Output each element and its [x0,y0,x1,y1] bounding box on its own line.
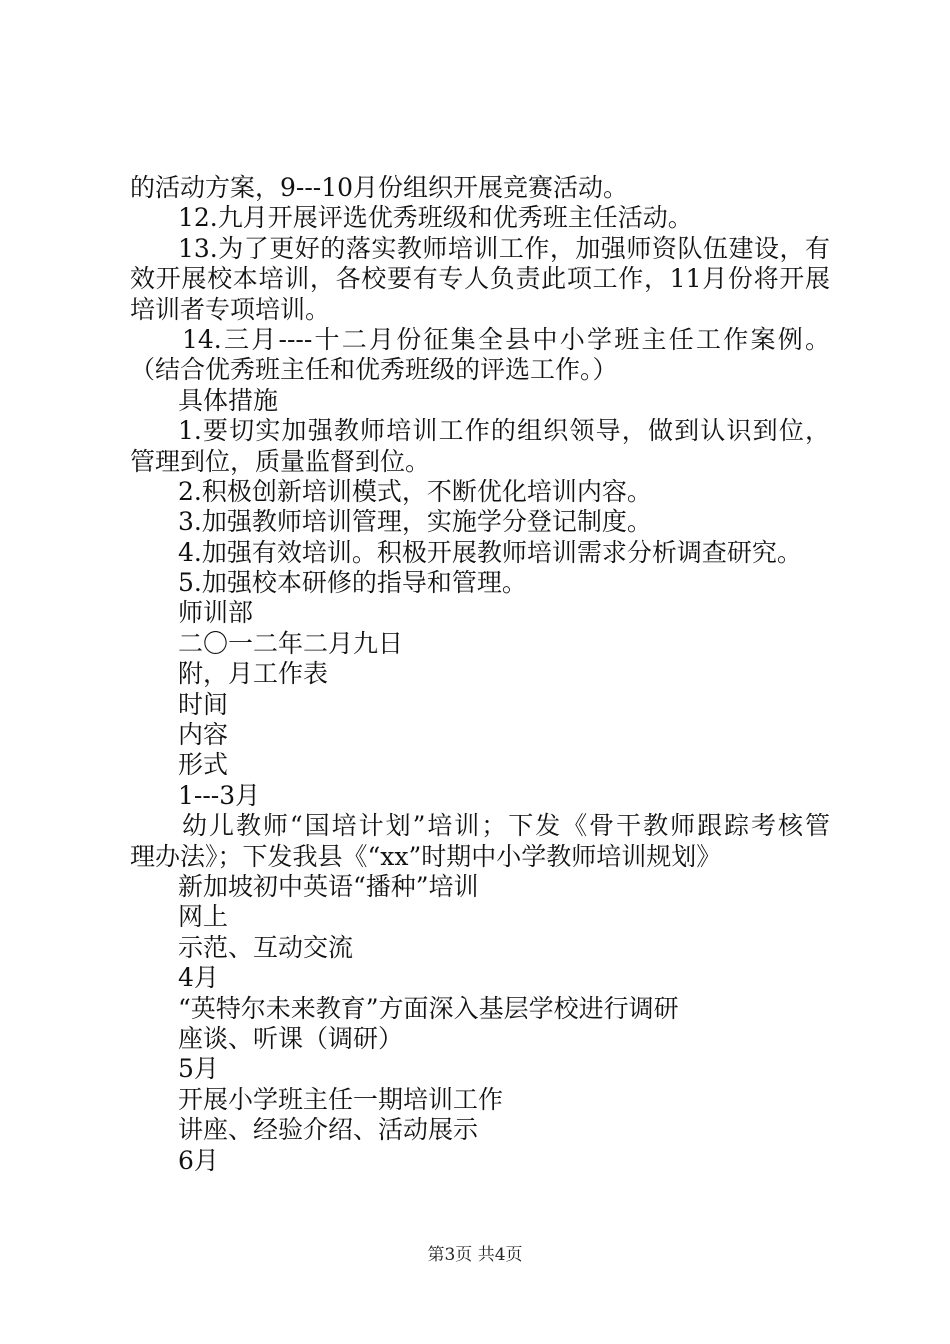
table-cell-form: 讲座、经验介绍、活动展示 [178,1115,479,1145]
text-line: 1.要切实加强教师培训工作的组织领导，做到认识到位， [178,416,830,446]
text-line: （结合优秀班主任和优秀班级的评选工作。） [130,355,618,385]
text-line: 14.三月----十二月份征集全县中小学班主任工作案例。 [182,324,830,354]
signature-date: 二〇一二年二月九日 [178,628,404,658]
text-line: 的活动方案，9---10月份组织开展竞赛活动。 [130,173,629,202]
table-cell-form: 座谈、听课（调研） [178,1023,404,1053]
text-line: 效开展校本培训，各校要有专人负责此项工作，11月份将开展 [130,264,830,294]
text-line: 管理到位，质量监督到位。 [130,446,431,476]
text-line: 3.加强教师培训管理，实施学分登记制度。 [178,507,652,537]
document-body [130,173,830,1176]
text-line: 2.积极创新培训模式，不断优化培训内容。 [178,476,652,506]
table-cell-form: 网上 [178,902,229,932]
table-cell-time: 4月 [178,963,219,993]
text-line: 12.九月开展评选优秀班级和优秀班主任活动。 [178,203,693,233]
table-cell-form: 示范、互动交流 [178,932,354,962]
table-cell-content: 幼儿教师“国培计划”培训；下发《骨干教师跟踪考核管 [182,811,830,841]
text-line: 培训者专项培训。 [130,294,331,324]
section-heading: 具体措施 [178,385,279,415]
signature-department: 师训部 [178,598,254,628]
page-footer: 第3页 共4页 [427,1245,523,1265]
text-line: 5.加强校本研修的指导和管理。 [178,568,527,598]
table-cell-content: 理办法》；下发我县《“xx”时期中小学教师培训规划》 [130,841,722,871]
text-line: 13.为了更好的落实教师培训工作，加强师资队伍建设，有 [178,233,830,263]
table-cell-content: 新加坡初中英语“播种”培训 [178,871,479,901]
table-cell-time: 6月 [178,1145,219,1175]
appendix-title: 附，月工作表 [178,659,329,689]
table-header-form: 形式 [178,750,229,780]
table-cell-content: “英特尔未来教育”方面深入基层学校进行调研 [178,993,679,1023]
table-cell-time: 1---3月 [178,780,261,810]
table-header-content: 内容 [178,720,229,750]
text-line: 4.加强有效培训。积极开展教师培训需求分析调查研究。 [178,537,802,567]
table-cell-time: 5月 [178,1054,219,1084]
table-header-time: 时间 [178,689,229,719]
table-cell-content: 开展小学班主任一期培训工作 [178,1084,504,1114]
